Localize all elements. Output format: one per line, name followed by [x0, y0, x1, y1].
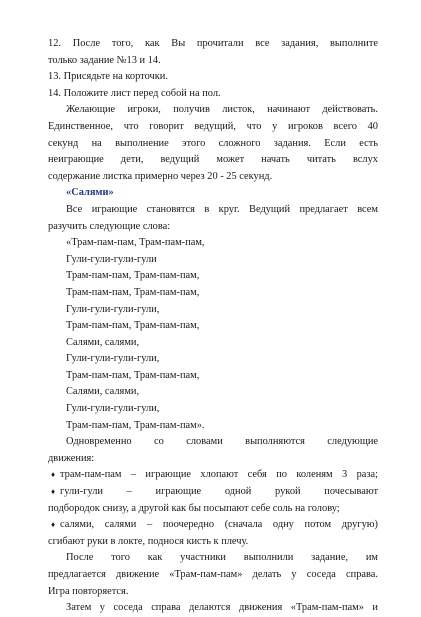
- text-line: движения:: [48, 452, 95, 464]
- poem-line: Трам-пам-пам, Трам-пам-пам,: [66, 320, 200, 332]
- text-line: Игра повторяется.: [48, 585, 129, 597]
- bullet-item: [48, 517, 378, 534]
- text-line: 14. Положите лист перед собой на пол.: [48, 87, 221, 99]
- poem-line: Салями, салями,: [66, 386, 140, 398]
- bullet-item: [48, 484, 378, 501]
- text-line: 12. После того, как Вы прочитали все задания, выполните: [48, 38, 378, 49]
- text-line: содержание листка примерно через 20 - 25 секунд.: [48, 170, 273, 182]
- poem-line: Трам-пам-пам, Трам-пам-пам,: [66, 270, 200, 282]
- text-line: сгибают руки в локте, поднося кисть к плечу.: [48, 535, 249, 547]
- document-body: [48, 36, 378, 617]
- bullet-text: трам-пам-пам – играющие хлопают себя по коленям 3 раза;: [60, 469, 378, 481]
- text-line: Единственное, что говорит ведущий, что у игроков всего 40: [48, 120, 378, 132]
- poem-line: Салями, салями,: [66, 336, 140, 348]
- text-line: Одновременно со словами выполняются следующие: [66, 436, 378, 448]
- bullet-text: салями, салями – поочередно (сначала одну потом другую): [60, 519, 378, 531]
- text-line: Затем у соседа справа делаются движения «Трам-пам-пам» и: [66, 602, 378, 614]
- poem-line: Гули-гули-гули-гули,: [66, 303, 160, 315]
- text-line: Все играющие становятся в круг. Ведущий предлагает всем: [66, 203, 378, 215]
- poem-line: Гули-гули-гули-гули,: [66, 403, 160, 415]
- poem-line: Гули-гули-гули-гули: [66, 253, 157, 265]
- diamond-bullet-icon: ♦: [51, 487, 56, 497]
- text-line: неиграющие дети, ведущий может начать читать вслух: [48, 154, 378, 166]
- poem-line: Гули-гули-гули-гули,: [66, 353, 160, 365]
- section-title: «Салями»: [66, 187, 114, 199]
- text-line: Желающие игроки, получив листок, начинают действовать.: [66, 104, 378, 116]
- poem-line: «Трам-пам-пам, Трам-пам-пам,: [66, 237, 205, 249]
- text-line: только задание №13 и 14.: [48, 54, 161, 66]
- diamond-bullet-icon: ♦: [51, 470, 56, 480]
- poem-line: Трам-пам-пам, Трам-пам-пам».: [66, 419, 205, 431]
- bullet-text: гули-гули – играющие одной рукой почесывают: [60, 486, 378, 498]
- bullet-item: [48, 467, 378, 484]
- text-line: разучить следующие слова:: [48, 220, 171, 232]
- text-line: секунд на выполнение этого сложного задания. Если есть: [48, 137, 378, 149]
- text-line: 13. Присядьте на корточки.: [48, 71, 168, 83]
- text-line: предлагается движение «Трам-пам-пам» делать у соседа справа.: [48, 569, 378, 580]
- text-line: После того как участники выполнили задание, им: [66, 552, 378, 564]
- poem-line: Трам-пам-пам, Трам-пам-пам,: [66, 286, 200, 298]
- text-line: подбородок снизу, а другой как бы посыпают себе соль на голову;: [48, 502, 340, 514]
- poem-line: Трам-пам-пам, Трам-пам-пам,: [66, 369, 200, 381]
- diamond-bullet-icon: ♦: [51, 520, 56, 530]
